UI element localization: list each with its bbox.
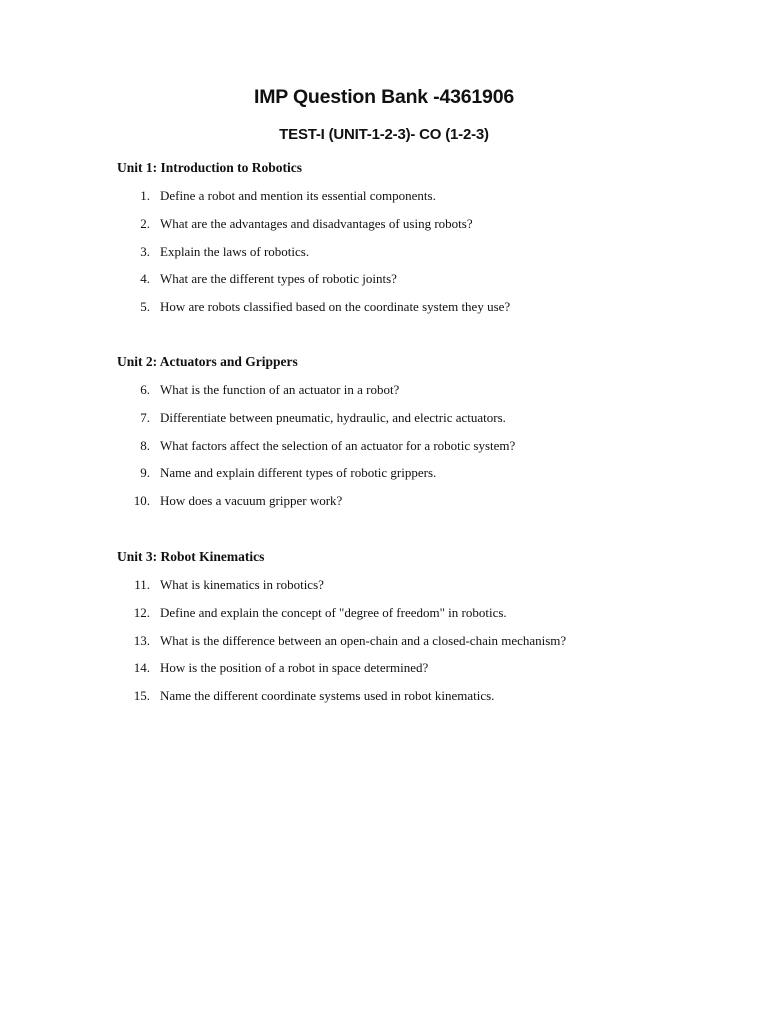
question-item [117, 244, 737, 260]
question-item [117, 465, 737, 481]
question-number: 13. [133, 632, 150, 648]
question-text: How does a vacuum gripper work? [160, 493, 343, 509]
question-text: What is the function of an actuator in a robot? [160, 382, 400, 397]
question-number: 7. [140, 409, 150, 425]
question-item [117, 382, 737, 398]
question-number: 12. [133, 604, 150, 620]
question-text: Name and explain different types of robotic grippers. [160, 465, 437, 481]
unit-section-3 [117, 549, 737, 716]
question-text: Define and explain the concept of "degree of freedom" in robotics. [160, 604, 507, 620]
question-text: What is kinematics in robotics? [160, 577, 324, 592]
unit-heading: Unit 3: Robot Kinematics [117, 549, 265, 564]
question-number: 6. [140, 382, 150, 397]
question-number: 8. [140, 437, 150, 453]
question-text: Define a robot and mention its essential components. [160, 188, 436, 203]
question-text: How is the position of a robot in space determined? [160, 660, 429, 676]
question-number: 2. [140, 215, 150, 231]
question-text: Explain the laws of robotics. [160, 243, 310, 259]
question-number: 4. [140, 271, 150, 287]
question-item [117, 438, 737, 454]
unit-section-1 [117, 160, 737, 327]
question-number: 3. [140, 243, 150, 259]
question-text: Differentiate between pneumatic, hydraulic, and electric actuators. [160, 409, 506, 425]
question-item [117, 577, 737, 593]
question-number: 5. [140, 299, 150, 315]
question-list [117, 188, 737, 315]
question-number: 14. [133, 660, 150, 676]
question-text: What is the difference between an open-chain and a closed-chain mechanism? [160, 632, 567, 648]
question-text: What factors affect the selection of an actuator for a robotic system? [160, 437, 516, 453]
question-item [117, 660, 737, 676]
question-item [117, 493, 737, 509]
question-text: What are the advantages and disadvantages of using robots? [160, 215, 473, 231]
question-item [117, 299, 737, 315]
unit-section-2 [117, 354, 737, 521]
question-item [117, 605, 737, 621]
question-number: 15. [133, 688, 150, 704]
question-text: What are the different types of robotic joints? [160, 271, 397, 287]
question-list [117, 382, 737, 509]
question-number: 1. [140, 188, 150, 203]
question-number: 9. [140, 465, 150, 481]
document-title: IMP Question Bank -4361906 [254, 86, 514, 108]
document-subtitle: TEST-I (UNIT-1-2-3)- CO (1-2-3) [279, 126, 489, 143]
question-number: 10. [133, 493, 150, 509]
question-list [117, 577, 737, 704]
question-item [117, 633, 737, 649]
question-item [117, 688, 737, 704]
question-item [117, 188, 737, 204]
question-text: Name the different coordinate systems used in robot kinematics. [160, 688, 495, 704]
question-item [117, 216, 737, 232]
question-number: 11. [134, 577, 150, 592]
unit-heading: Unit 2: Actuators and Grippers [117, 354, 298, 369]
question-item [117, 410, 737, 426]
unit-heading: Unit 1: Introduction to Robotics [117, 160, 303, 175]
question-text: How are robots classified based on the coordinate system they use? [160, 299, 511, 315]
question-item [117, 271, 737, 287]
